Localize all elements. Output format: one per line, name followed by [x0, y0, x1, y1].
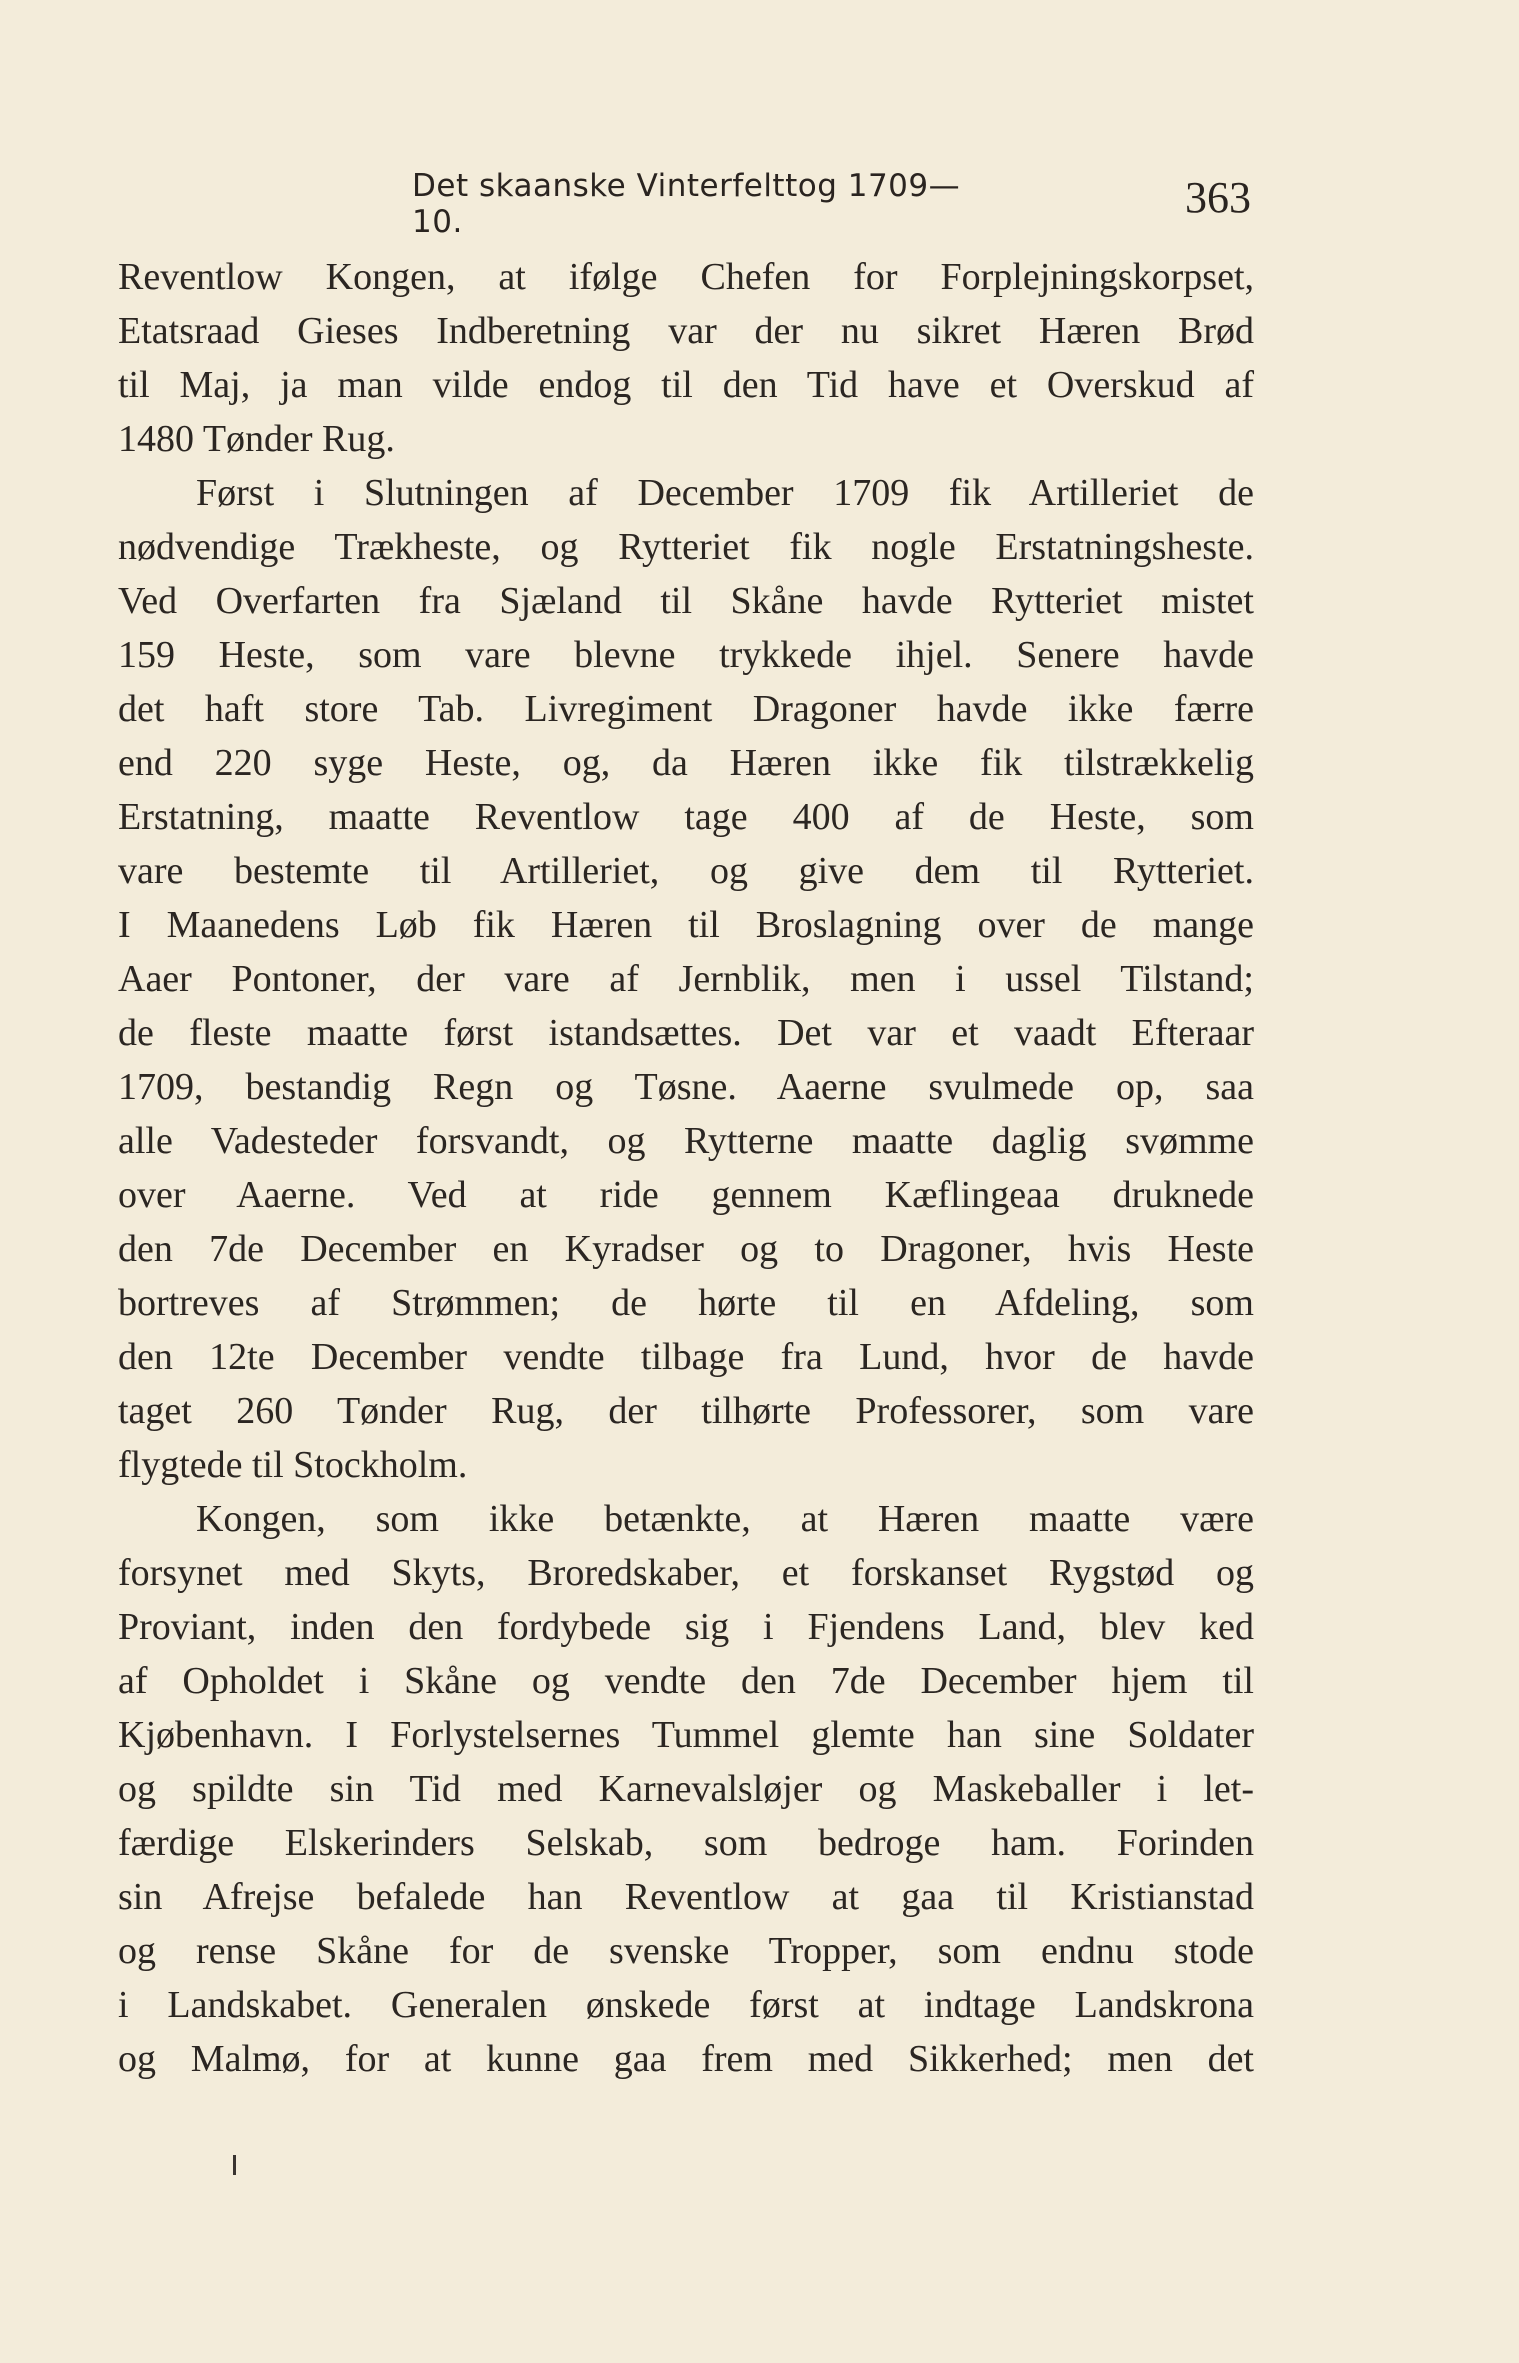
text-line: end 220 syge Heste, og, da Hæren ikke fik tilstrækkelig [118, 742, 1254, 784]
text-line: Proviant, inden den fordybede sig i Fjendens Land, blev ked [118, 1606, 1254, 1648]
text-line: Aaer Pontoner, der vare af Jernblik, men i ussel Tilstand; [118, 958, 1254, 1000]
text-line: og spildte sin Tid med Karnevalsløjer og Maskeballer i let- [118, 1768, 1254, 1810]
text-line: forsynet med Skyts, Broredskaber, et forskanset Rygstød og [118, 1552, 1254, 1594]
text-line: af Opholdet i Skåne og vendte den 7de December hjem til [118, 1660, 1254, 1702]
body-text [118, 250, 1254, 2086]
text-line: 159 Heste, som vare blevne trykkede ihjel. Senere havde [118, 634, 1254, 676]
text-line: nødvendige Trækheste, og Rytteriet fik nogle Erstatningsheste. [118, 526, 1254, 568]
text-line: flygtede til Stockholm. [118, 1444, 468, 1486]
text-line: Kjøbenhavn. I Forlystelsernes Tummel glemte han sine Soldater [118, 1714, 1254, 1756]
text-line: vare bestemte til Artilleriet, og give dem til Rytteriet. [118, 850, 1254, 892]
text-line: Kongen, som ikke betænkte, at Hæren maatte være [196, 1498, 1254, 1540]
text-line: det haft store Tab. Livregiment Dragoner havde ikke færre [118, 688, 1254, 730]
running-header: Det skaanske Vinterfelttog 1709—10. [412, 168, 961, 240]
text-line: den 7de December en Kyradser og to Dragoner, hvis Heste [118, 1228, 1254, 1270]
text-line: færdige Elskerinders Selskab, som bedroge ham. Forinden [118, 1822, 1254, 1864]
text-line: Reventlow Kongen, at ifølge Chefen for Forplejningskorpset, [118, 256, 1254, 298]
text-line: Erstatning, maatte Reventlow tage 400 af de Heste, som [118, 796, 1254, 838]
text-line: i Landskabet. Generalen ønskede først at indtage Landskrona [118, 1984, 1254, 2026]
text-line: 1709, bestandig Regn og Tøsne. Aaerne svulmede op, saa [118, 1066, 1254, 1108]
text-line: alle Vadesteder forsvandt, og Rytterne maatte daglig svømme [118, 1120, 1254, 1162]
text-line: og rense Skåne for de svenske Tropper, som endnu stode [118, 1930, 1254, 1972]
text-line: Etatsraad Gieses Indberetning var der nu sikret Hæren Brød [118, 310, 1254, 352]
text-line: Først i Slutningen af December 1709 fik Artilleriet de [196, 472, 1254, 514]
text-line: de fleste maatte først istandsættes. Det var et vaadt Efteraar [118, 1012, 1254, 1054]
text-line: sin Afrejse befalede han Reventlow at gaa til Kristianstad [118, 1876, 1254, 1918]
text-line: og Malmø, for at kunne gaa frem med Sikkerhed; men det [118, 2038, 1254, 2080]
text-line: til Maj, ja man vilde endog til den Tid have et Overskud af [118, 364, 1254, 406]
page-number: 363 [1185, 173, 1251, 222]
text-line: bortreves af Strømmen; de hørte til en Afdeling, som [118, 1282, 1254, 1324]
text-line: Ved Overfarten fra Sjæland til Skåne havde Rytteriet mistet [118, 580, 1254, 622]
text-line: I Maanedens Løb fik Hæren til Broslagning over de mange [118, 904, 1254, 946]
text-line: den 12te December vendte tilbage fra Lund, hvor de havde [118, 1336, 1254, 1378]
text-line: taget 260 Tønder Rug, der tilhørte Professorer, som vare [118, 1390, 1254, 1432]
text-line: 1480 Tønder Rug. [118, 418, 395, 460]
stray-ink-mark [233, 2155, 236, 2175]
text-line: over Aaerne. Ved at ride gennem Kæflingeaa druknede [118, 1174, 1254, 1216]
